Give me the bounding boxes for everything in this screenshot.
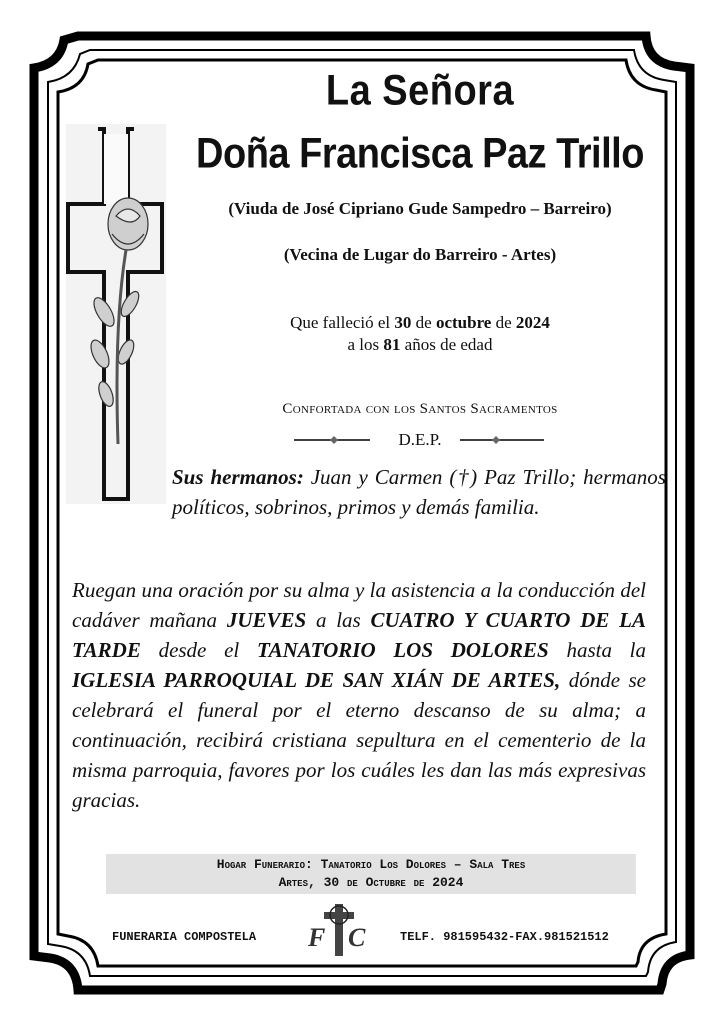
deceased-name: Doña Francisca Paz Trillo — [196, 130, 644, 178]
ruegan-text-2: a las — [306, 608, 371, 632]
ruegan-text-5: dónde se celebrará el funeral por el eterno descanso de su alma; a continuación, recibirá cristiana sepultura en el cementerio de la misma parroquia, favores por los cuáles les dan las más expresivas gracias. — [72, 668, 646, 812]
ruegan-bold-time: CUATRO Y CUARTO DE LA TARDE — [72, 608, 646, 662]
death-date-block — [170, 312, 670, 356]
residence: (Vecina de Lugar do Barreiro - Artes) — [283, 245, 557, 264]
fc-cross-logo-icon — [304, 900, 374, 960]
funeral-home-box — [106, 854, 636, 894]
ruegan-text-3: desde el — [140, 638, 257, 662]
title-line-1: La Señora — [325, 67, 515, 115]
death-of-1: de — [411, 313, 436, 332]
age-suffix: años de edad — [400, 335, 493, 354]
widow-of: (Viuda de José Cipriano Gude Sampedro – Barreiro) — [228, 199, 612, 218]
funeral-home-line: Hogar Funerario: Tanatorio Los Dolores – Sala Tres — [216, 857, 526, 872]
svg-text:F: F — [308, 923, 326, 952]
age-prefix: a los — [347, 335, 384, 354]
death-of-2: de — [491, 313, 516, 332]
ruegan-text-1: Ruegan una oración por su alma y la asistencia a la conducción del cadáver mañana — [72, 578, 646, 632]
funeral-details-paragraph — [72, 575, 646, 815]
siblings-label: Sus hermanos: — [172, 465, 304, 489]
dep-label: D.E.P. — [398, 430, 442, 449]
contact-phone-fax: TELF. 981595432-FAX.981521512 — [400, 930, 609, 944]
dep-divider — [290, 429, 550, 451]
ruegan-bold-tanatorio: TANATORIO LOS DOLORES — [256, 638, 549, 662]
ruegan-text-4: hasta la — [548, 638, 646, 662]
funeraria-name: FUNERARIA COMPOSTELA — [112, 930, 257, 944]
ruegan-bold-day: JUEVES — [226, 608, 307, 632]
siblings-paragraph — [172, 462, 666, 522]
funeral-date-line: Artes, 30 de Octubre de 2024 — [278, 875, 464, 890]
cross-rose-icon — [66, 124, 166, 504]
siblings-text: Juan y Carmen (†) Paz Trillo; hermanos políticos, sobrinos, primos y demás familia. — [172, 465, 666, 519]
svg-text:C: C — [348, 923, 366, 952]
age-value: 81 — [383, 335, 401, 354]
death-month: octubre — [435, 313, 492, 332]
ruegan-bold-church: IGLESIA PARROQUIAL DE SAN XIÁN DE ARTES, — [72, 668, 561, 692]
death-year: 2024 — [515, 313, 550, 332]
death-day: 30 — [394, 313, 412, 332]
death-prefix: Que falleció el — [290, 313, 395, 332]
sacraments-line: Confortada con los Santos Sacramentos — [282, 401, 558, 417]
